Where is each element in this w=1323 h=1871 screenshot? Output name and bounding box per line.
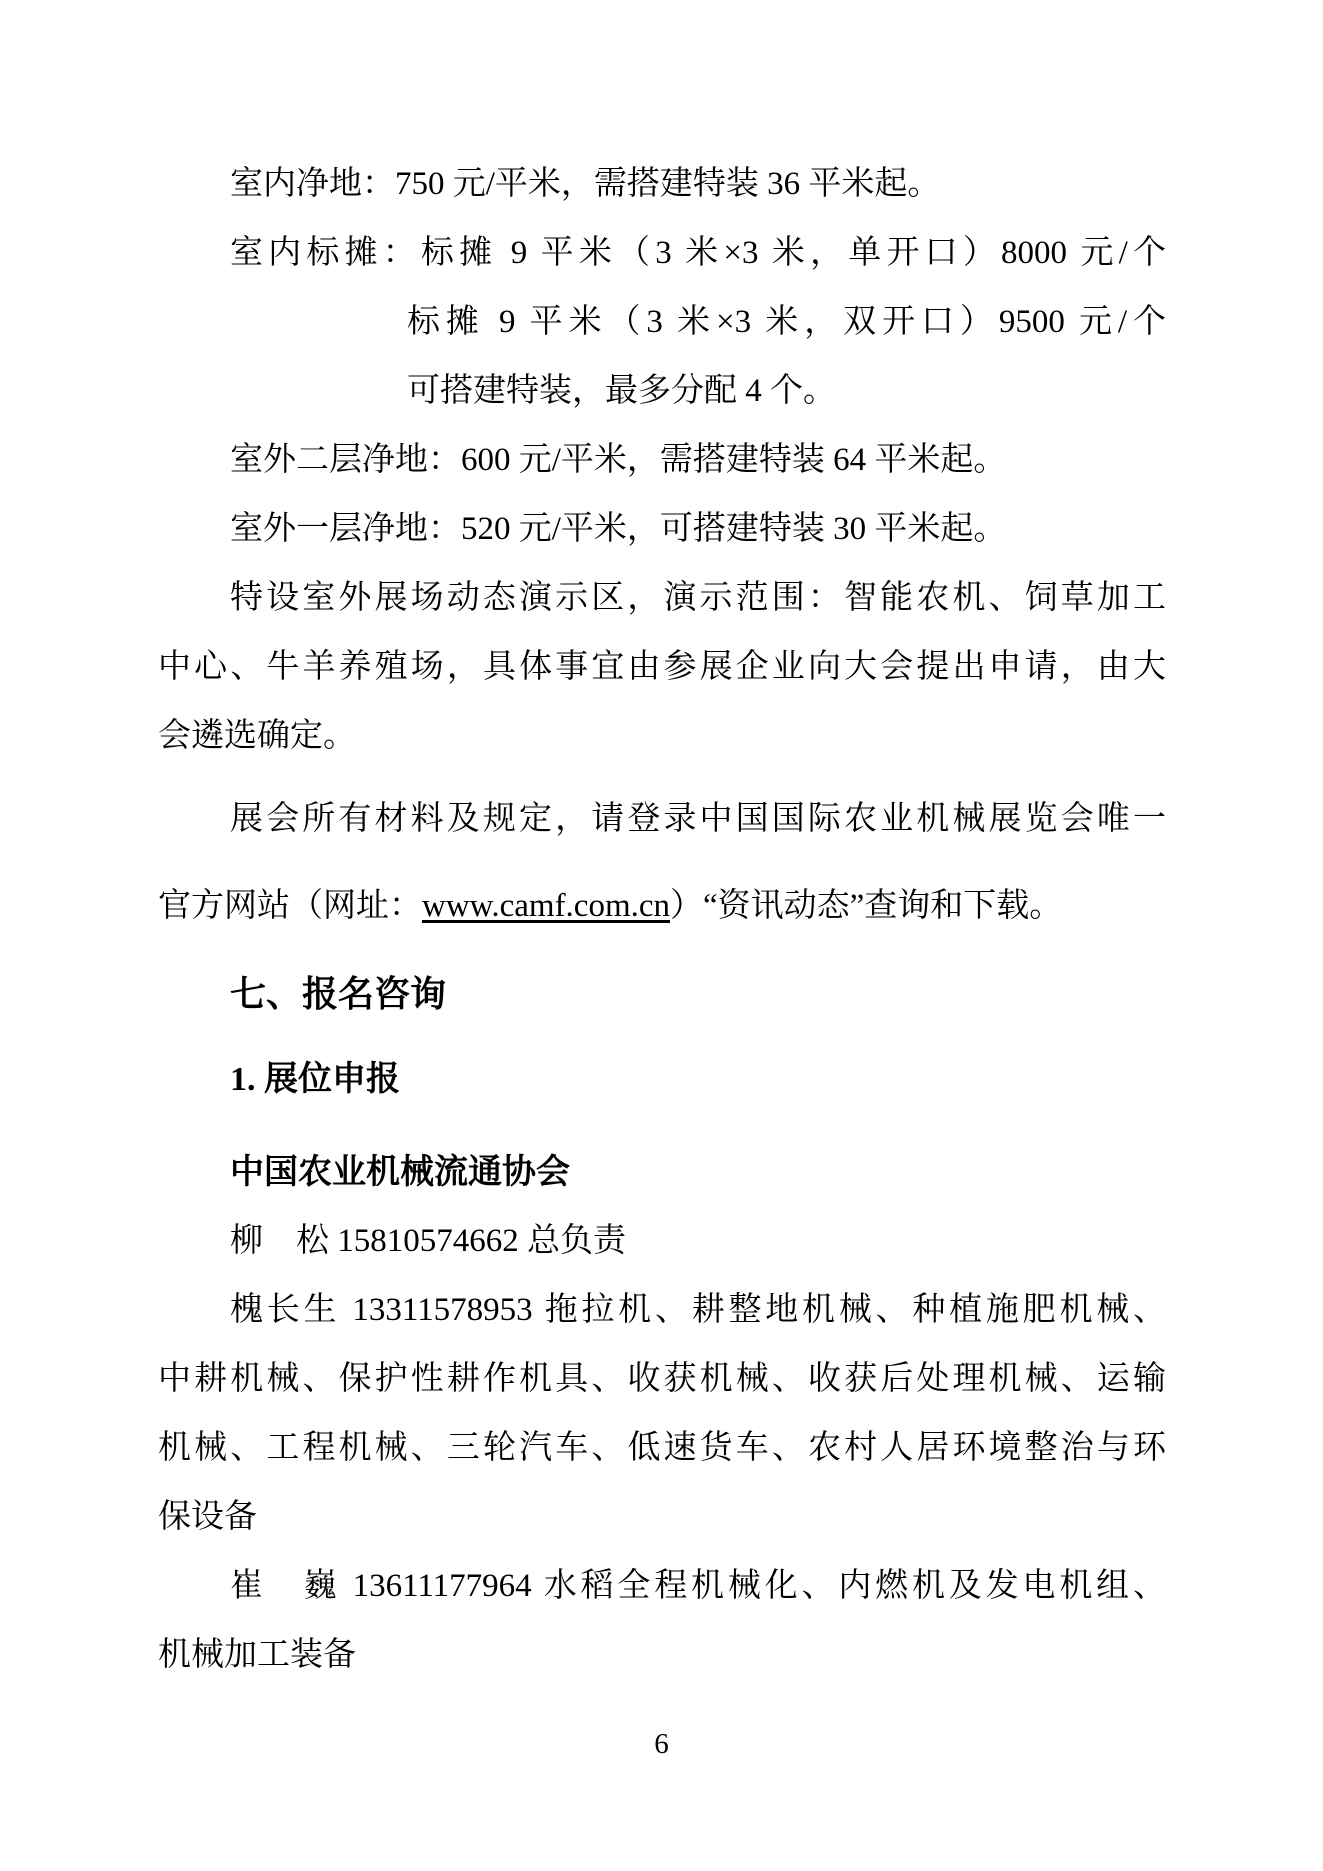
contact-line-cui-2: 机械加工装备 — [158, 1637, 356, 1673]
website-line-2-suffix: ）“资讯动态”查询和下载。 — [670, 888, 1063, 924]
section-heading: 七、报名咨询 — [230, 973, 447, 1014]
contact-line-liu-song: 柳 松 15810574662 总负责 — [230, 1223, 626, 1259]
pricing-line-indoor-booth: 室内标摊：标摊 9 平米（3 米×3 米，单开口）8000 元/个 — [230, 235, 1166, 271]
contact-line-huai-3: 机械、工程机械、三轮汽车、低速货车、农村人居环境整治与环 — [158, 1430, 1166, 1466]
contact-line-huai-4: 保设备 — [158, 1499, 257, 1535]
website-paragraph-line-2 — [158, 872, 1166, 941]
document-body — [158, 150, 1166, 1690]
pricing-line-indoor-space: 室内净地：750 元/平米，需搭建特装 36 平米起。 — [230, 166, 941, 202]
pricing-line-outdoor-upper: 室外二层净地：600 元/平米，需搭建特装 64 平米起。 — [230, 442, 1007, 478]
website-line-2-prefix: 官方网站（网址： — [158, 888, 422, 924]
page-number: 6 — [654, 1728, 669, 1760]
website-paragraph-line-1: 展会所有材料及规定，请登录中国国际农业机械展览会唯一 — [230, 801, 1166, 837]
website-hyperlink[interactable]: www.camf.com.cn — [422, 888, 671, 924]
pricing-line-indoor-booth-2: 标摊 9 平米（3 米×3 米，双开口）9500 元/个 — [407, 304, 1166, 340]
pricing-line-indoor-booth-3: 可搭建特装，最多分配 4 个。 — [407, 373, 836, 409]
contact-line-huai-1: 槐长生 13311578953 拖拉机、耕整地机械、种植施肥机械、 — [230, 1292, 1166, 1328]
contact-line-huai-2: 中耕机械、保护性耕作机具、收获机械、收获后处理机械、运输 — [158, 1361, 1166, 1397]
pricing-line-outdoor-ground: 室外一层净地：520 元/平米，可搭建特装 30 平米起。 — [230, 511, 1007, 547]
contact-line-cui-1: 崔 巍 13611177964 水稻全程机械化、内燃机及发电机组、 — [230, 1568, 1166, 1604]
sub-heading: 1. 展位申报 — [230, 1061, 400, 1098]
demo-paragraph-line-3: 会遴选确定。 — [158, 718, 356, 754]
demo-paragraph-line-2: 中心、牛羊养殖场，具体事宜由参展企业向大会提出申请，由大 — [158, 649, 1166, 685]
org-name: 中国农业机械流通协会 — [230, 1154, 570, 1191]
demo-paragraph-line-1: 特设室外展场动态演示区，演示范围：智能农机、饲草加工 — [230, 580, 1166, 616]
